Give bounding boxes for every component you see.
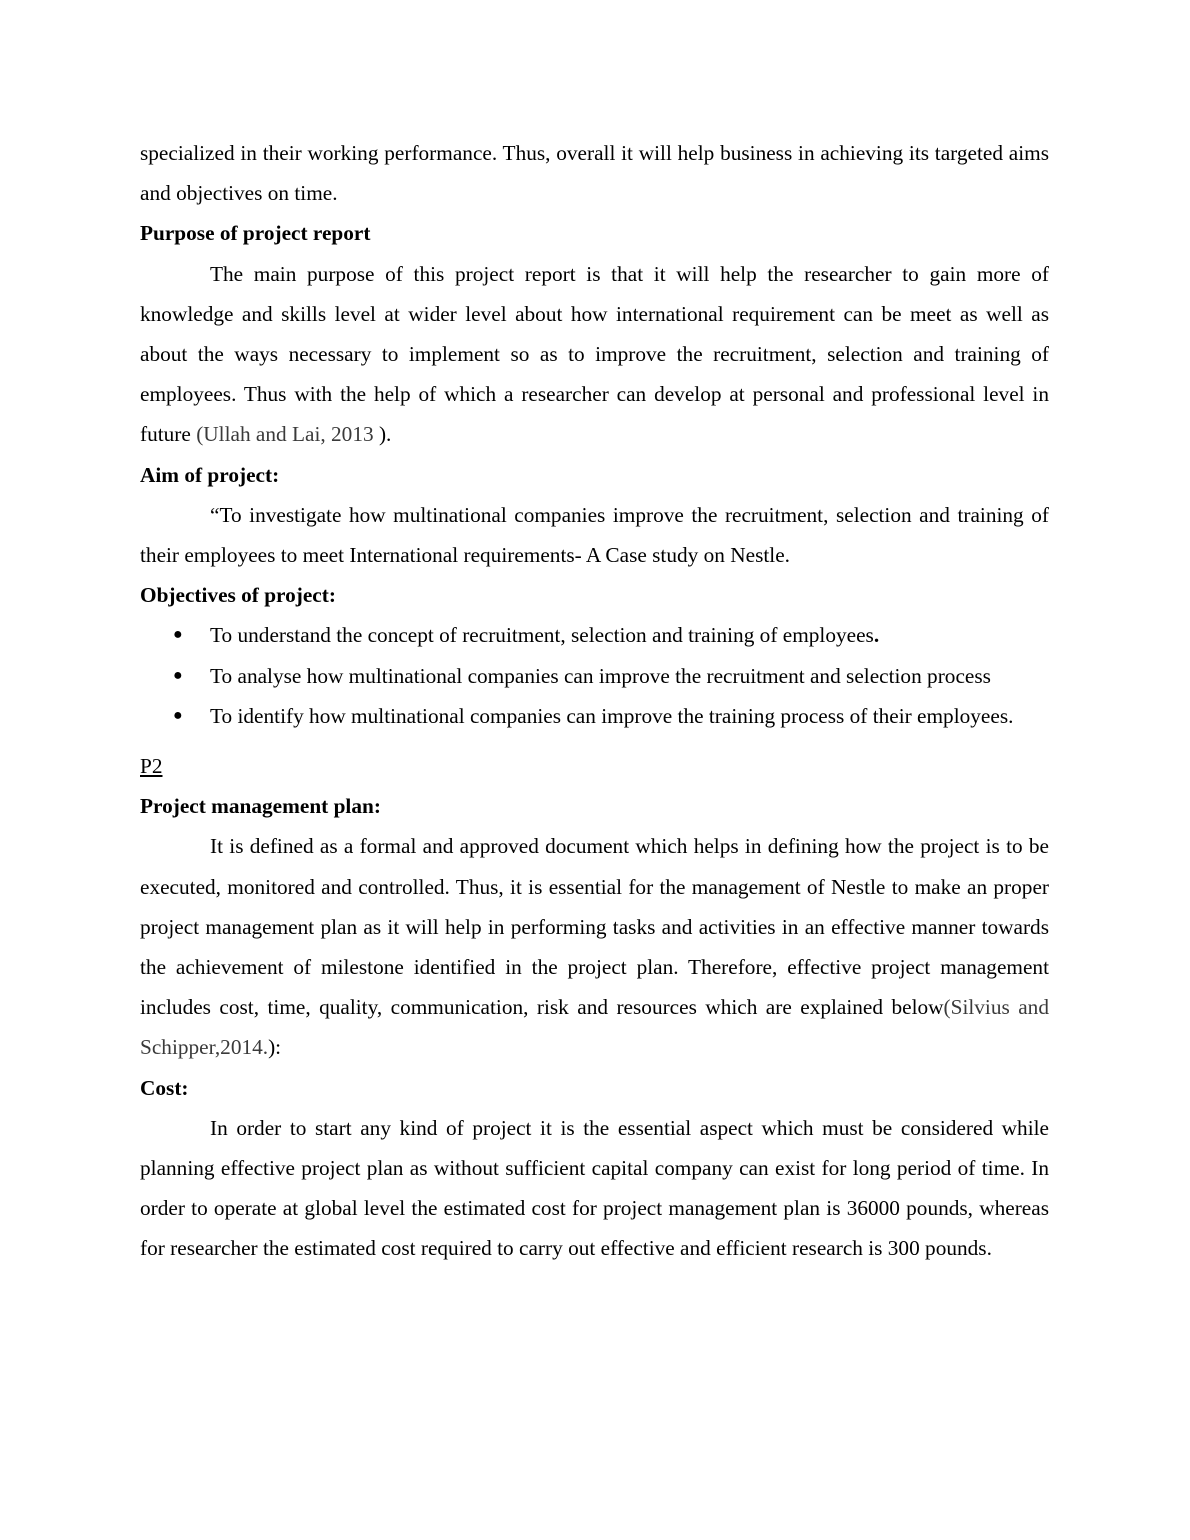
list-item [140,615,1049,655]
purpose-end: ). [378,422,392,447]
list-item [140,696,1049,736]
objective-text: To identify how multinational companies can improve the training process of their employees. [210,703,1014,728]
objectives-heading: Objectives of project: [140,583,336,608]
purpose-heading: Purpose of project report [140,221,371,246]
objective-text: To analyse how multinational companies can improve the recruitment and selection process [210,663,991,688]
intro-paragraph: specialized in their working performance. Thus, overall it will help business in achieving its targeted aims and objectives on time. [140,141,1049,206]
plan-citation: (Silvius and Schipper,2014. [140,995,1049,1060]
objectives-list [140,615,1049,736]
bullet-icon: ● [173,626,183,644]
purpose-paragraph [140,254,1049,455]
aim-paragraph: “To investigate how multinational companies improve the recruitment, selection and training of their employees to meet International requirements- A Case study on Nestle. [140,502,1049,568]
objective-text: To understand the concept of recruitment, selection and training of employees [210,623,874,648]
bullet-icon: ● [173,666,183,684]
plan-heading: Project management plan: [140,794,381,819]
cost-heading: Cost: [140,1075,189,1100]
bullet-icon: ● [173,706,183,724]
plan-end: ): [268,1035,282,1060]
cost-paragraph: In order to start any kind of project it is the essential aspect which must be considered while planning effective project plan as without sufficient capital company can exist for long period of time. In order to operate at global level the estimated cost for project management plan is 36000 pounds, whereas for researcher the estimated cost required to carry out effective and efficient research is 300 pounds. [140,1115,1049,1261]
purpose-body: The main purpose of this project report is that it will help the researcher to gain more of knowledge and skills level at wider level about how international requirement can be meet as well as about the ways necessary to implement so as to improve the recruitment, selection and training of employees. Thus with the help of which a researcher can develop at personal and professional level in future [140,261,1049,447]
list-item [140,656,1049,696]
plan-body: It is defined as a formal and approved document which helps in defining how the project is to be executed, monitored and controlled. Thus, it is essential for the management of Nestle to make an proper project management plan as it will help in performing tasks and activities in an effective manner towards the achievement of milestone identified in the project plan. Therefore, effective project management includes cost, time, quality, communication, risk and resources which are explained below [140,834,1049,1020]
section-label: P2 [140,754,163,779]
plan-paragraph [140,826,1049,1067]
purpose-citation: (Ullah and Lai, 2013 [196,422,379,447]
aim-heading: Aim of project: [140,462,280,487]
document-page [140,133,1049,1269]
objective-end: . [873,623,880,648]
